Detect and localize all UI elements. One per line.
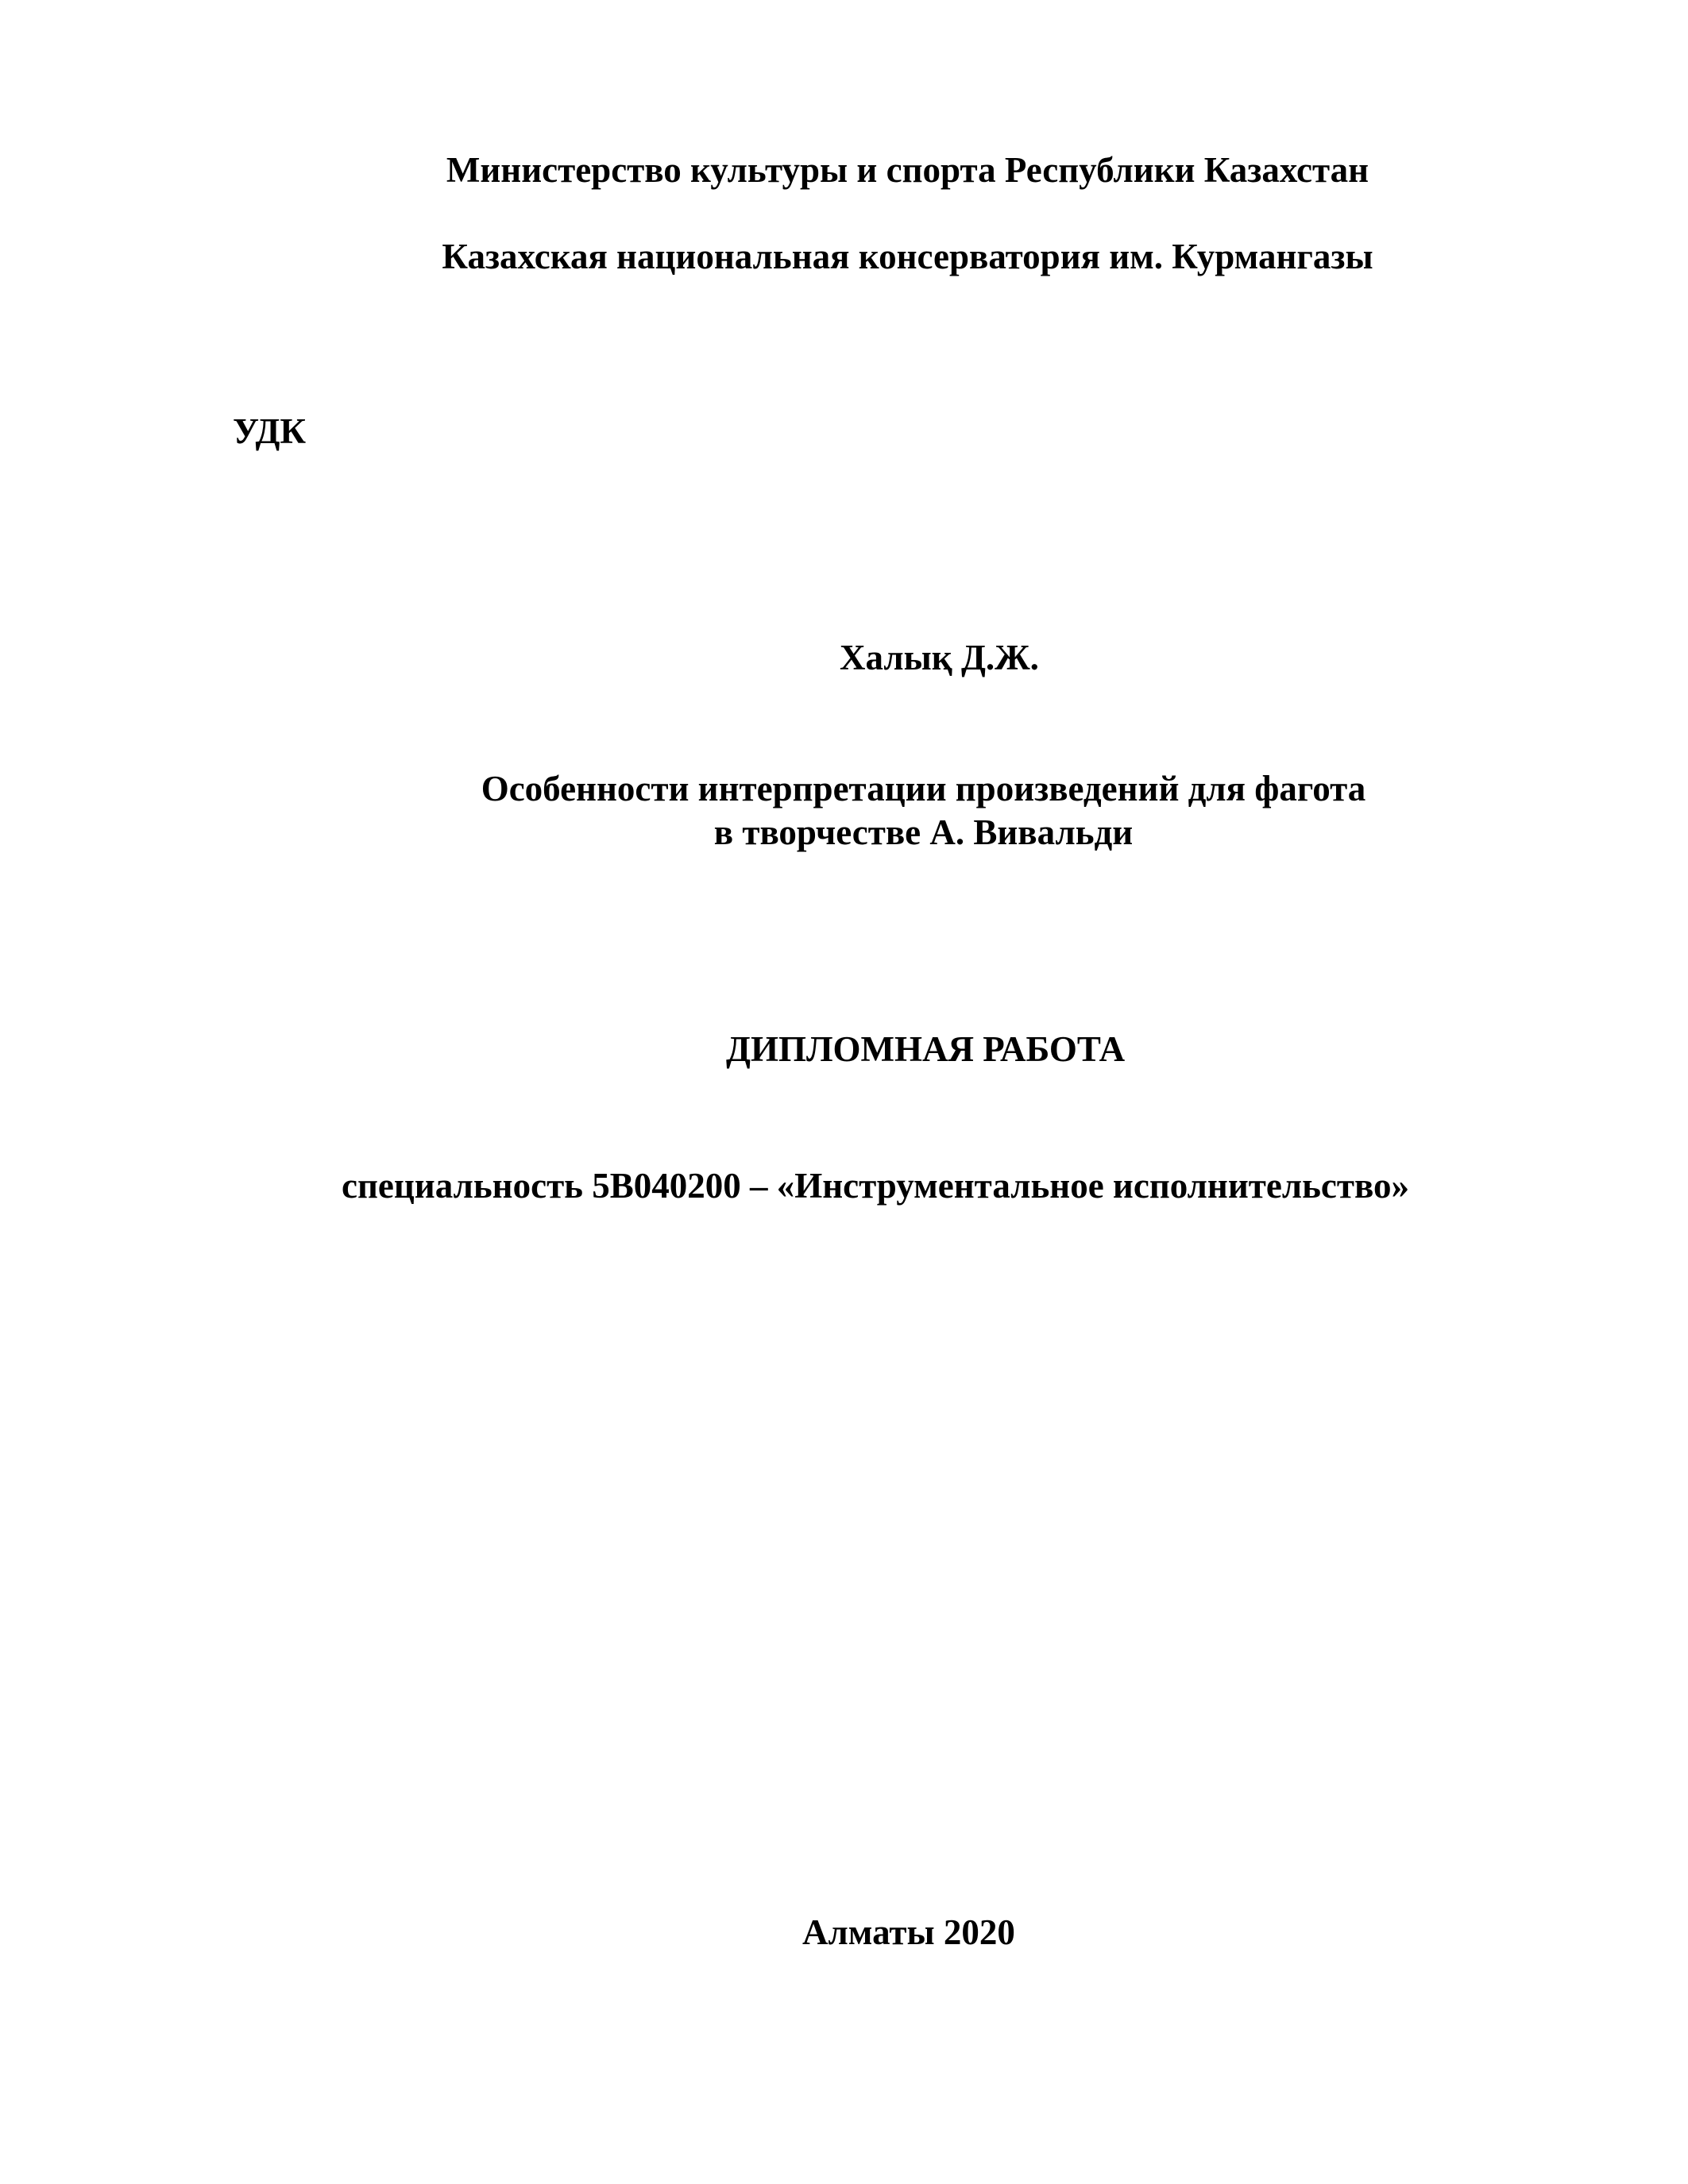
ministry-heading: Министерство культуры и спорта Республики Казахстан	[446, 150, 1369, 190]
specialty-line: специальность 5В040200 – «Инструментальное исполнительство»	[342, 1166, 1409, 1206]
institution-heading: Казахская национальная консерватория им. Курмангазы	[442, 237, 1373, 276]
author-name: Халық Д.Ж.	[840, 638, 1039, 677]
udk-label: УДК	[233, 411, 307, 451]
thesis-title-line-1: Особенности интерпретации произведений для фагота	[481, 769, 1366, 808]
thesis-title-line-2: в творчестве А. Вивальди	[713, 812, 1134, 852]
document-type: ДИПЛОМНАЯ РАБОТА	[726, 1029, 1126, 1069]
city-year: Алматы 2020	[802, 1912, 1015, 1952]
